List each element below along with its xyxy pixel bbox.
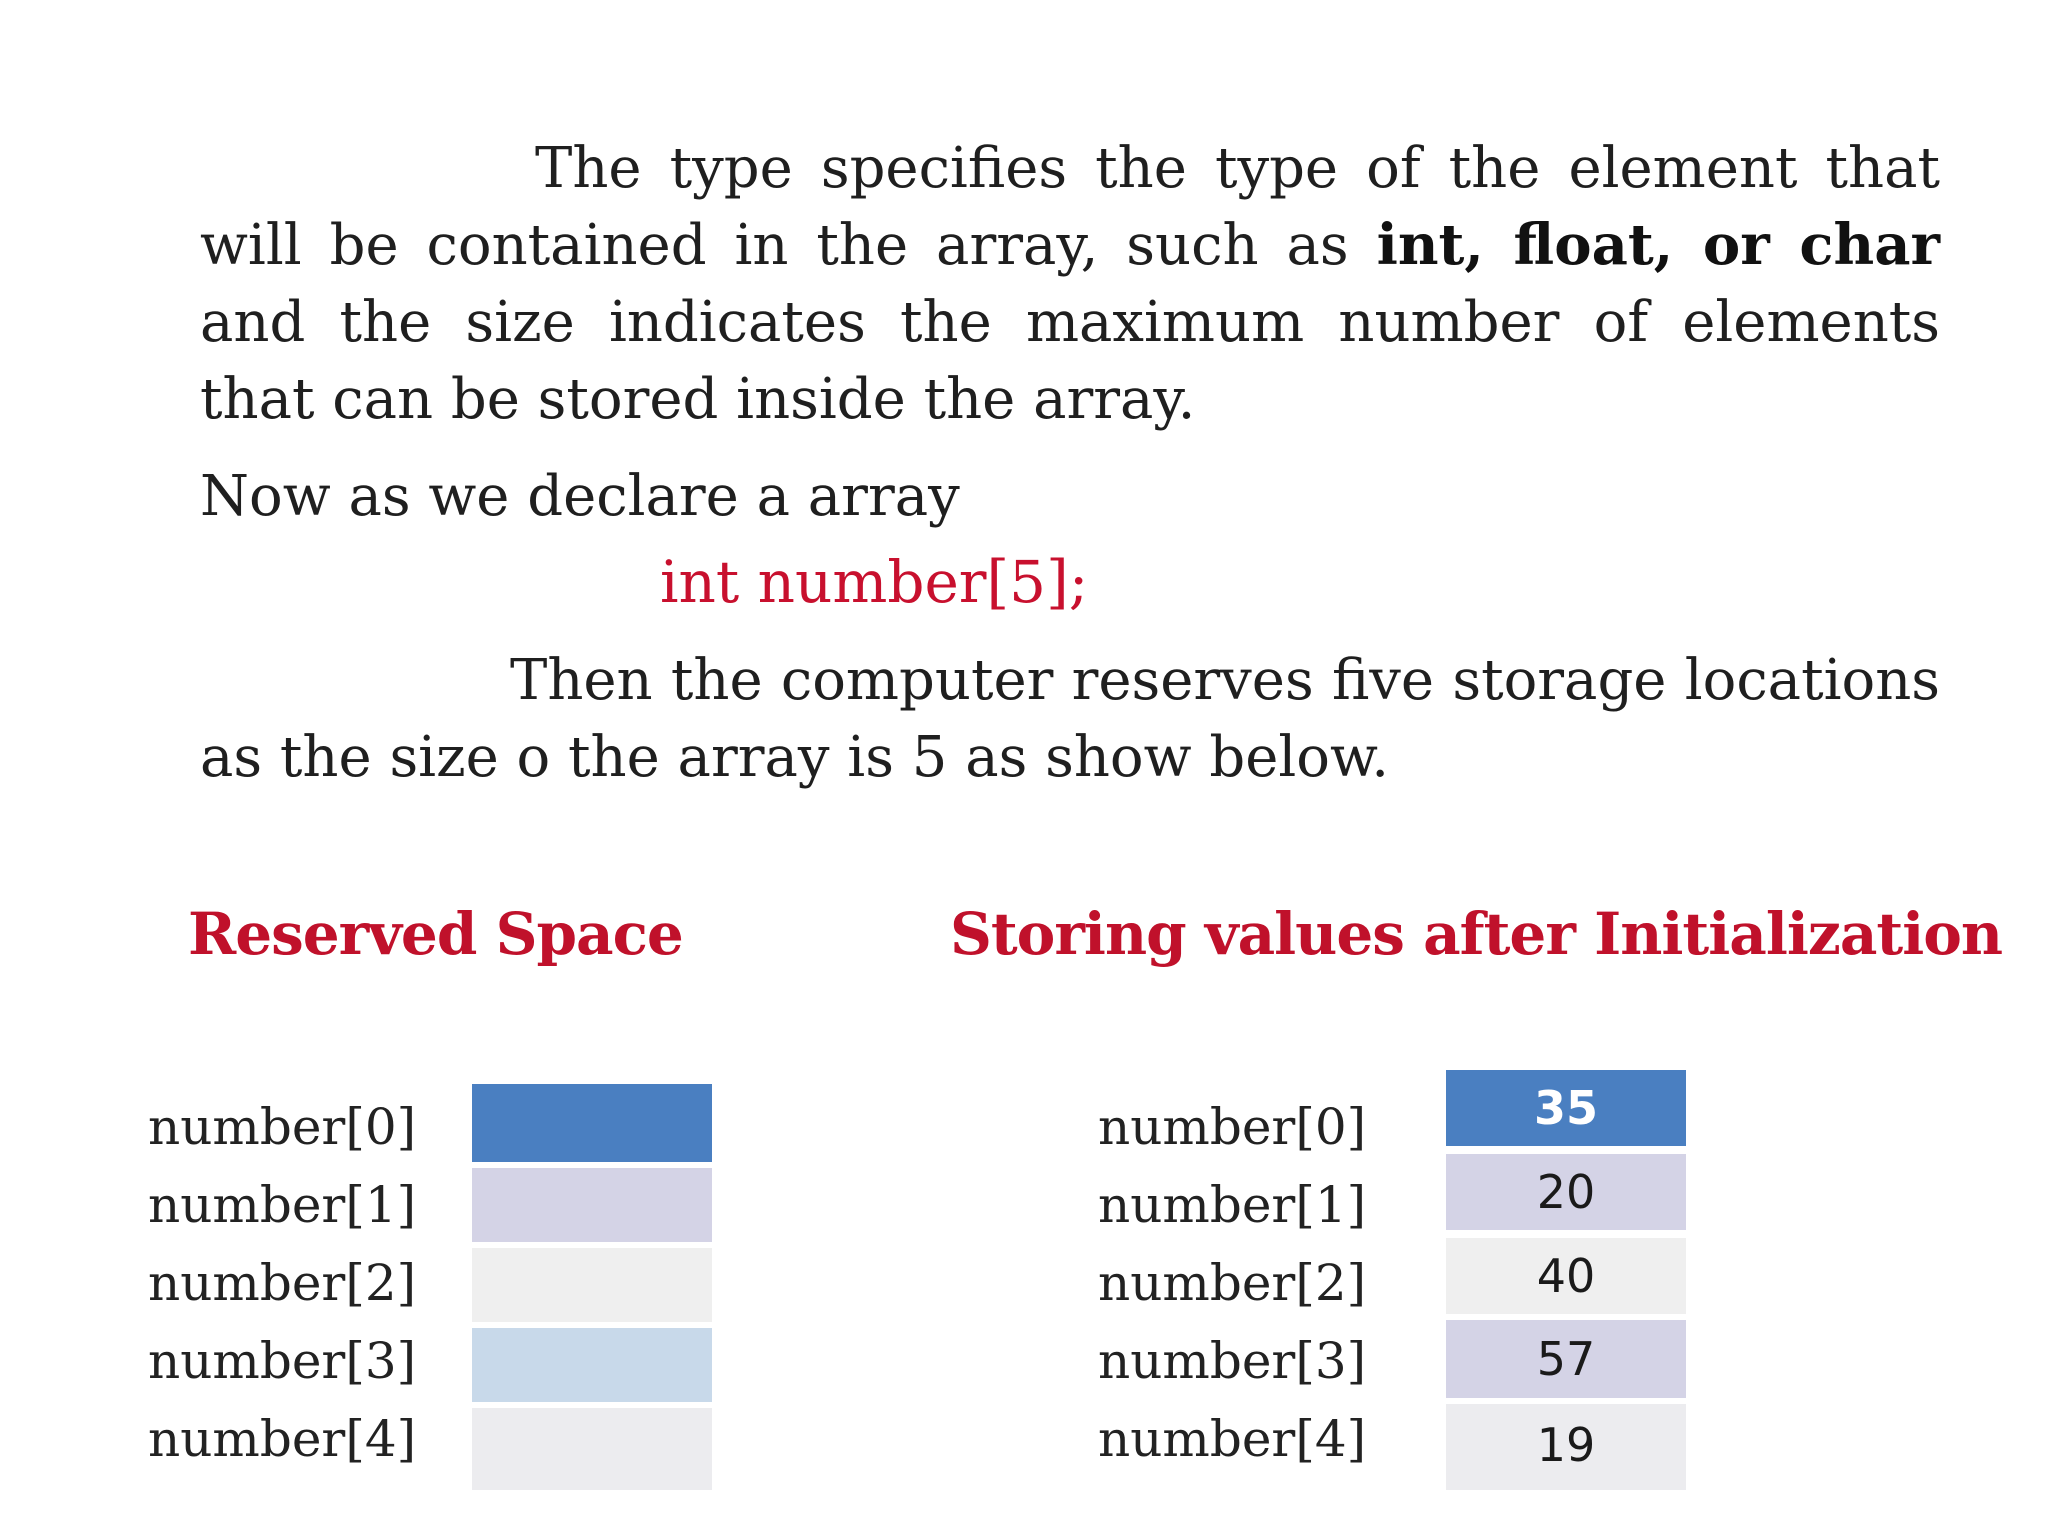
reserved-cell [472, 1248, 712, 1322]
right-label: number[3] [1098, 1332, 1367, 1390]
left-label: number[2] [148, 1254, 417, 1312]
value-cell: 19 [1446, 1404, 1686, 1490]
value-cell: 57 [1446, 1320, 1686, 1398]
intro-text-a: The type specifies the type of the element that will be contained in the array, such as [200, 136, 1940, 278]
intro-paragraph [200, 130, 1940, 438]
left-label: number[0] [148, 1098, 417, 1156]
right-label: number[4] [1098, 1410, 1367, 1468]
reserved-cell [472, 1328, 712, 1402]
right-label: number[0] [1098, 1098, 1367, 1156]
declare-paragraph: Now as we declare a array [200, 464, 960, 529]
left-label: number[1] [148, 1176, 417, 1234]
left-label: number[4] [148, 1410, 417, 1468]
right-label: number[2] [1098, 1254, 1367, 1312]
reserved-space-heading: Reserved Space [188, 900, 683, 968]
intro-text-b: and the size indicates the maximum number of elements that can be stored inside the array. [200, 290, 1940, 432]
right-label: number[1] [1098, 1176, 1367, 1234]
reserve-paragraph: Then the computer reserves five storage locations as the size o the array is 5 as show below. [200, 648, 1940, 790]
reserved-cell [472, 1084, 712, 1162]
intro-bold-types: int, float, or char [1376, 212, 1941, 278]
reserved-cell [472, 1168, 712, 1242]
value-cell: 20 [1446, 1154, 1686, 1230]
value-cell: 35 [1446, 1070, 1686, 1146]
code-declaration: int number[5]; [660, 548, 1089, 616]
reserved-cell [472, 1408, 712, 1490]
value-cell: 40 [1446, 1238, 1686, 1314]
initialization-heading: Storing values after Initialization [950, 900, 2003, 968]
left-label: number[3] [148, 1332, 417, 1390]
